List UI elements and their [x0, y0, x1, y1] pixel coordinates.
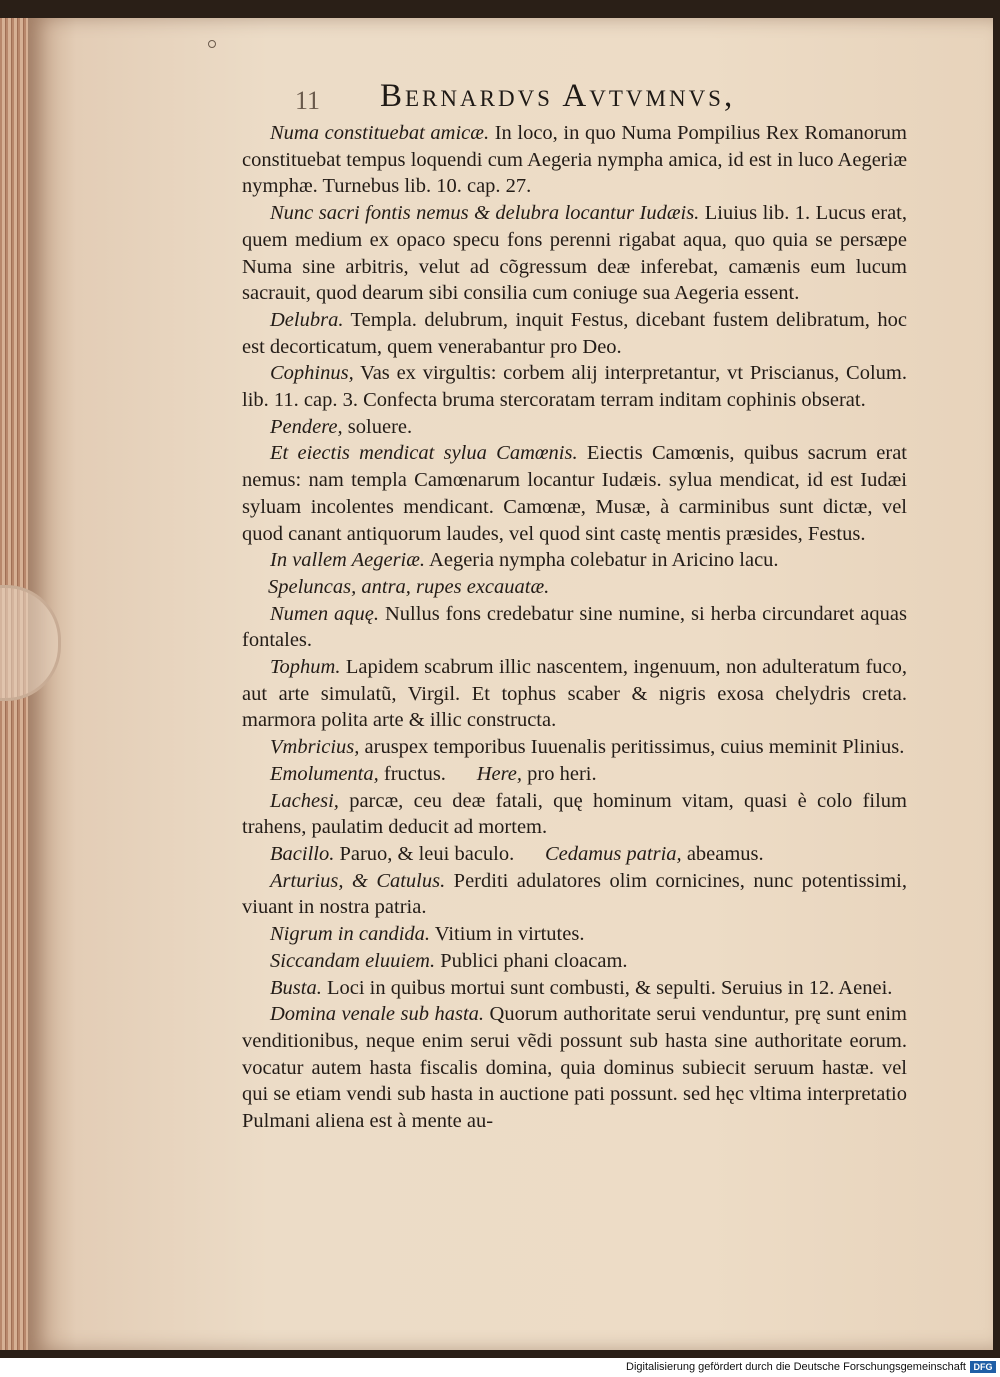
commentary-text: [242, 120, 913, 1135]
entry-paragraph: [242, 788, 913, 841]
entry-lemma: Arturius, & Catulus.: [270, 869, 446, 892]
entry-paragraph: [242, 734, 907, 761]
entry-gloss: Quorum authoritate serui venduntur, prę sunt enim venditionibus, neque enim serui vẽdi possunt sub hasta sine authoritate eorum. vocatur autem hasta fiscalis domina, quia dominus subiecit seruum hastæ. vel qui se etiam vendi sub hasta in auctione pati possunt. sed hęc vltima interpretatio Pulmani aliena est à mente au-: [242, 1003, 913, 1133]
entry-paragraph: [242, 1001, 913, 1135]
entry-lemma: Siccandam eluuiem.: [270, 949, 436, 972]
entry-paragraph: [242, 120, 913, 200]
entry-lemma: Pendere,: [270, 415, 343, 438]
entry-gloss: Aegeria nympha colebatur in Aricino lacu.: [425, 549, 779, 572]
entry-lemma: Domina venale sub hasta.: [270, 1003, 485, 1026]
entry-gloss: Eiectis Camœnis, quibus sacrum erat nemus: nam templa Camœnarum locantur Iudæis. sylua mendicat, id est Iudæi syluam incolentes mendicant. Camœnæ, Musæ, à carminibus sunt dictæ, vel quod canant antiquorum laudes, vel quod sint castę mentis præsides, Festus.: [242, 442, 913, 545]
entry-lemma: Numa constituebat amicæ.: [270, 122, 490, 144]
entry-paragraph: [242, 200, 913, 307]
entry-lemma: Numen aquę.: [270, 602, 380, 625]
entry-paragraph: [242, 360, 913, 413]
entry-lemma: Here,: [476, 762, 523, 785]
entry-paragraph: [242, 761, 907, 788]
entry-gloss: parcæ, ceu deæ fatali, quę hominum vitam, quasi è colo filum trahens, paulatim deducit ad mortem.: [242, 789, 913, 839]
entry-gloss: Liuius lib. 1. Lucus erat, quem medium ex opaco specu fons perenni rigabat aqua, quo quia se persæpe Numa sine arbitris, velut ad cõgressum deæ inferebat, camænis eum lucum sacrauit, quod dearum sibi consilia cum coniuge sua Aegeria essent.: [242, 202, 913, 305]
running-header: Bernardvs Avtvmnvs,: [380, 78, 736, 114]
entry-paragraph: [242, 921, 907, 948]
entry-gloss: Loci in quibus mortui sunt combusti, & sepulti. Seruius in 12. Aenei.: [321, 976, 893, 999]
entry-gloss: antra, rupes excauatæ.: [356, 575, 550, 598]
entry-lemma: Tophum.: [270, 656, 341, 679]
entry-lemma: Et eiectis mendicat sylua Camœnis.: [270, 442, 578, 465]
entry-gloss: Templa. delubrum, inquit Festus, dicebant fustem delibratum, hoc est decorticatum, quem venerabantur pro Deo.: [242, 308, 913, 358]
entry-lemma: Delubra.: [270, 308, 344, 331]
funding-credit: Digitalisierung gefördert durch die Deutsche Forschungsgemeinschaft: [626, 1361, 966, 1373]
entry-gloss: Nullus fons credebatur sine numine, si herba circundaret aquas fontales.: [242, 602, 913, 652]
entry-paragraph: [242, 547, 907, 574]
entry-paragraph: [242, 868, 913, 921]
entry-paragraph: [242, 841, 907, 868]
entry-lemma: Cedamus patria,: [545, 842, 682, 865]
entry-lemma: Vmbricius,: [270, 736, 360, 759]
entry-lemma: Speluncas,: [268, 575, 357, 598]
page-number: 11: [295, 86, 321, 115]
entry-gloss: abeamus.: [681, 842, 764, 865]
entry-gloss: fructus.: [378, 762, 477, 785]
entry-lemma: Cophinus,: [270, 362, 354, 385]
entry-paragraph: [242, 975, 907, 1002]
footer-bar: [0, 1358, 1000, 1377]
entry-paragraph: [242, 601, 913, 654]
entry-lemma: Emolumenta,: [270, 762, 379, 785]
entry-lemma: In vallem Aegeriæ.: [270, 549, 426, 572]
entry-gloss: Perditi adulatores olim cornicines, nunc potentissimi, viuant in nostra patria.: [242, 869, 913, 919]
entry-paragraph: [242, 654, 913, 734]
entry-gloss: Publici phani cloacam.: [435, 949, 628, 972]
entry-paragraph: [242, 948, 907, 975]
entry-gloss: soluere.: [342, 415, 413, 438]
entry-gloss: Paruo, & leui baculo.: [334, 842, 545, 865]
entry-gloss: aruspex temporibus Iuuenalis peritissimus, cuius meminit Plinius.: [359, 736, 905, 759]
entry-gloss: In loco, in quo Numa Pompilius Rex Romanorum constituebat tempus loquendi cum Aegeria nympha amica, id est in luco Aegeriæ nymphæ. Turnebus lib. 10. cap. 27.: [242, 122, 913, 198]
entry-lemma: Nigrum in candida.: [270, 923, 431, 946]
entry-lemma: Nunc sacri fontis nemus & delubra locantur Iudæis.: [270, 202, 700, 225]
entry-gloss: Vitium in virtutes.: [430, 923, 585, 946]
ink-mark: [208, 40, 216, 48]
entry-gloss: Lapidem scabrum illic nascentem, ingenuum, non adulteratum fuco, aut arte simulatũ, Virgil. Et tophus scaber & nigris exosa chelydris creta. marmora polita arte & illic constructa.: [242, 656, 913, 732]
entry-gloss: Vas ex virgultis: corbem alij interpretantur, vt Priscianus, Colum. lib. 11. cap. 3. Confecta bruma stercoratam terram inditam cophinis obserat.: [242, 362, 913, 412]
entry-lemma: Lachesi,: [270, 789, 339, 812]
entry-paragraph: [242, 440, 913, 547]
entry-gloss: pro heri.: [522, 762, 597, 785]
entry-paragraph: [268, 574, 907, 601]
entry-lemma: Busta.: [270, 976, 322, 999]
entry-paragraph: [242, 307, 913, 360]
entry-paragraph: [242, 414, 907, 441]
dfg-logo: DFG: [970, 1361, 996, 1373]
entry-lemma: Bacillo.: [270, 842, 335, 865]
